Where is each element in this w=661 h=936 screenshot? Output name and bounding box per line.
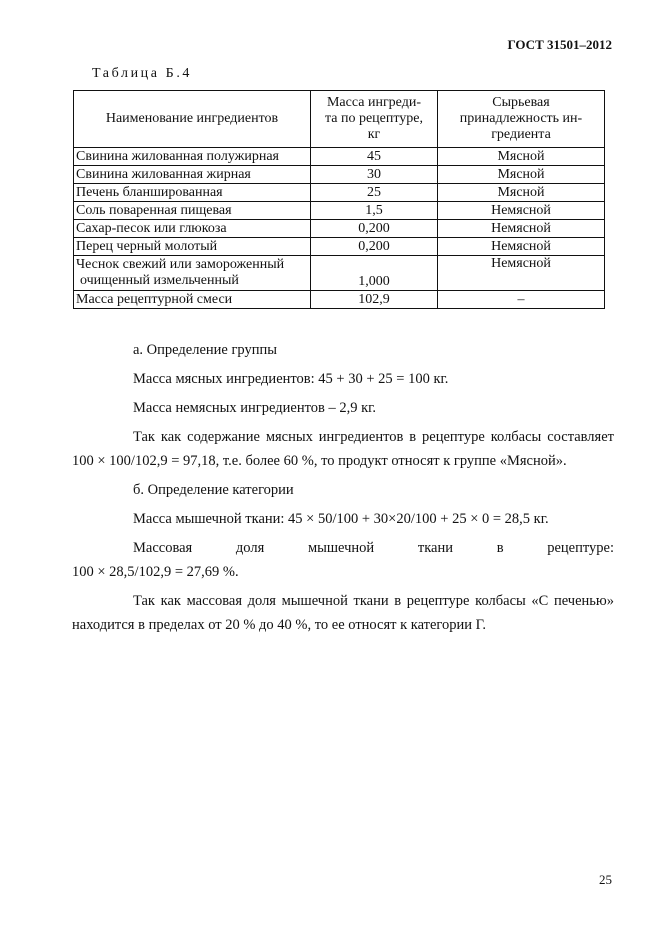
- header-type-line: гредиента: [491, 127, 551, 142]
- cell-type: Немясной: [438, 220, 605, 238]
- cell-name-line: Чеснок свежий или замороженный: [76, 257, 285, 272]
- table-title: Таблица Б.4: [92, 66, 193, 81]
- cell-type: Мясной: [438, 184, 605, 202]
- table-row: [74, 202, 605, 220]
- cell-mass: 1,000: [311, 256, 438, 291]
- cell-type: Мясной: [438, 166, 605, 184]
- table-row: [74, 148, 605, 166]
- paragraph-meat-mass: Масса мясных ингредиентов: 45 + 30 + 25 = 100 кг.: [133, 371, 449, 387]
- body-text: [72, 338, 614, 637]
- cell-name: Свинина жилованная полужирная: [74, 148, 311, 166]
- cell-name: Свинина жилованная жирная: [74, 166, 311, 184]
- cell-type: Мясной: [438, 148, 605, 166]
- cell-type: Немясной: [438, 202, 605, 220]
- table-header-row: [74, 91, 605, 148]
- cell-name-line: очищенный измельченный: [80, 273, 239, 288]
- page-number: 25: [599, 872, 612, 887]
- table-row: [74, 220, 605, 238]
- ingredients-table: [73, 90, 605, 309]
- paragraph-muscle-mass: Масса мышечной ткани: 45 × 50/100 + 30×20/100 + 25 × 0 = 28,5 кг.: [133, 511, 549, 527]
- cell-name: Соль поваренная пищевая: [74, 202, 311, 220]
- cell-name: Масса рецептурной смеси: [74, 291, 311, 309]
- cell-mass: 25: [311, 184, 438, 202]
- table-row-total: [74, 291, 605, 309]
- table-row: [74, 238, 605, 256]
- cell-type: Немясной: [438, 256, 605, 291]
- paragraph-muscle-share: Массовая доля мышечной ткани в рецептуре:: [133, 540, 614, 556]
- header-name: Наименование ингредиентов: [74, 91, 311, 148]
- cell-name: Печень бланшированная: [74, 184, 311, 202]
- paragraph-category-heading: б. Определение категории: [133, 482, 294, 498]
- cell-mass: 45: [311, 148, 438, 166]
- paragraph-group-conclusion: Так как содержание мясных ингредиентов в рецептуре колбасы составляет 100 × 100/102,9 = 97,18, т.е. более 60 %, то продукт относят к группе «Мясной».: [72, 429, 614, 469]
- table-row: [74, 166, 605, 184]
- header-mass-line: кг: [367, 127, 381, 142]
- table-row: [74, 184, 605, 202]
- cell-name: Сахар-песок или глюкоза: [74, 220, 311, 238]
- cell-mass: 0,200: [311, 238, 438, 256]
- cell-name: Перец черный молотый: [74, 238, 311, 256]
- header-mass-line: Масса ингреди-: [326, 95, 421, 110]
- table-row: [74, 256, 605, 291]
- header-type-line: Сырьевая: [492, 95, 550, 110]
- document-code: ГОСТ 31501–2012: [507, 37, 612, 52]
- cell-type: Немясной: [438, 238, 605, 256]
- paragraph-nonmeat-mass: Масса немясных ингредиентов – 2,9 кг.: [133, 400, 377, 416]
- header-mass: [311, 91, 438, 148]
- cell-mass: 30: [311, 166, 438, 184]
- cell-name: [74, 256, 311, 291]
- header-mass-line: та по рецептуре,: [324, 111, 424, 126]
- cell-type: –: [438, 291, 605, 309]
- cell-mass: 1,5: [311, 202, 438, 220]
- paragraph-muscle-share-calc: 100 × 28,5/102,9 = 27,69 %.: [72, 564, 239, 580]
- cell-mass: 102,9: [311, 291, 438, 309]
- cell-mass: 0,200: [311, 220, 438, 238]
- paragraph-group-heading: а. Определение группы: [133, 342, 277, 358]
- header-type-line: принадлежность ин-: [459, 111, 583, 126]
- header-type: [438, 91, 605, 148]
- paragraph-category-conclusion: Так как массовая доля мышечной ткани в рецептуре колбасы «С печенью» находится в пределах от 20 % до 40 %, то ее относят к категории Г.: [72, 593, 614, 633]
